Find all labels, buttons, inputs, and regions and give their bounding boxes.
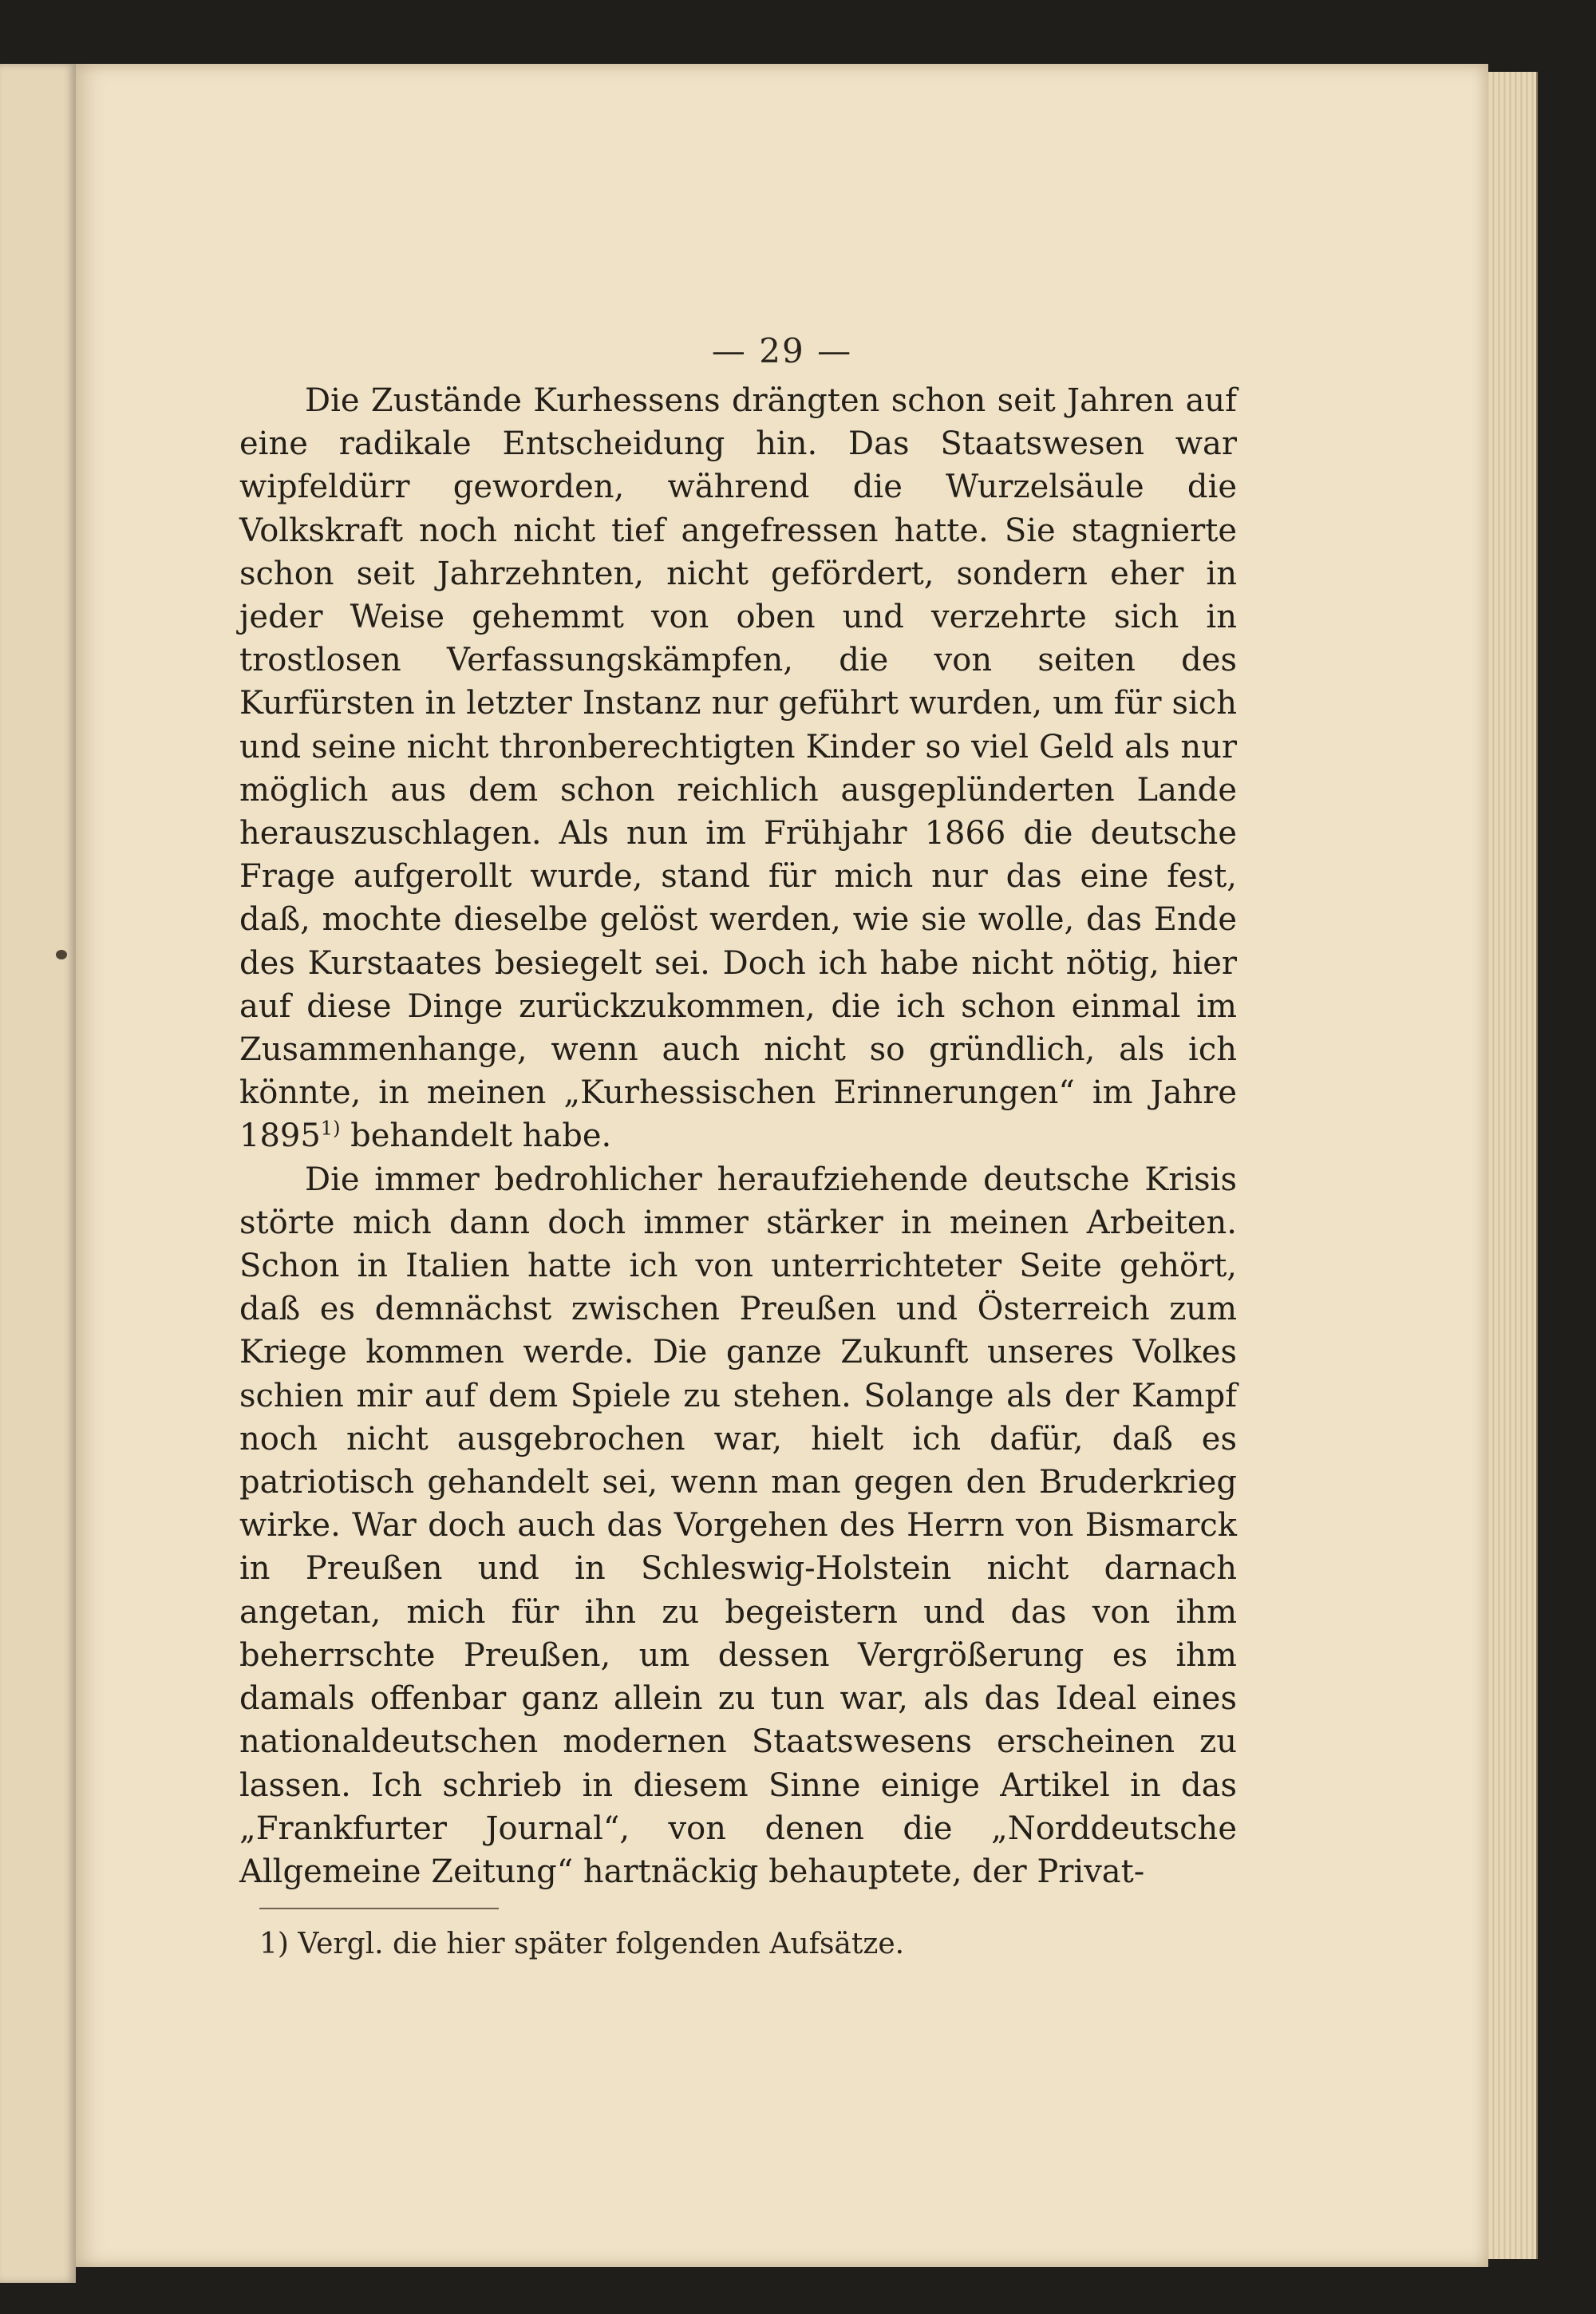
body-text [239, 379, 1237, 1893]
paragraph: Die immer bedrohlicher heraufziehende deutsche Krisis störte mich dann doch immer stärker in meinen Arbeiten. Schon in Italien hatte ich von unterrichteter Seite gehört, daß es demnächst zwischen Preußen und Österreich zum Kriege kommen werde. Die ganze Zukunft unseres Volkes schien mir auf dem Spiele zu stehen. Solange als der Kampf noch nicht ausgebrochen war, hielt ich dafür, daß es patriotisch gehandelt sei, wenn man gegen den Bruderkrieg wirke. War doch auch das Vorgehen des Herrn von Bismarck in Preußen und in Schleswig-Holstein nicht darnach angetan, mich für ihn zu begeistern und das von ihm beherrschte Preußen, um dessen Vergrößerung es ihm damals offenbar ganz allein zu tun war, als das Ideal eines nationaldeutschen modernen Staatswesens erscheinen zu lassen. Ich schrieb in diesem Sinne einige Artikel in das „Frankfurter Journal“, von denen die „Norddeutsche Allgemeine Zeitung“ hartnäckig behauptete, der Privat- [239, 1161, 1237, 1890]
paragraph [239, 379, 1237, 1158]
book-page [76, 64, 1488, 2267]
left-page-edge [0, 64, 76, 2283]
paragraph-text-end: behandelt habe. [340, 1117, 612, 1155]
footnote: 1) Vergl. die hier später folgenden Aufsätze. [259, 1928, 905, 1960]
footnote-reference: 1) [320, 1117, 341, 1141]
paragraph-text: Die Zustände Kurhessens drängten schon seit Jahren auf eine radikale Entscheidung hin. Das Staatswesen war wipfeldürr geworden, während die Wurzelsäule die Volkskraft noch nicht tief angefressen hatte. Sie stagnierte schon seit Jahrzehnten, nicht gefördert, sondern eher in jeder Weise gehemmt von oben und verzehrte sich in trostlosen Verfassungskämpfen, die von seiten des Kurfürsten in letzter Instanz nur geführt wurden, um für sich und seine nicht thronberechtigten Kinder so viel Geld als nur möglich aus dem schon reichlich ausgeplünderten Lande herauszuschlagen. Als nun im Frühjahr 1866 die deutsche Frage aufgerollt wurde, stand für mich nur das eine fest, daß, mochte dieselbe gelöst werden, wie sie wolle, das Ende des Kurstaates besiegelt sei. Doch ich habe nicht nötig, hier auf diese Dinge zurückzukommen, die ich schon einmal im Zusammenhange, wenn auch nicht so gründlich, als ich könnte, in meinen „Kurhessischen Erinnerungen“ im Jahre 1895 [239, 382, 1237, 1155]
paper-speck [56, 950, 67, 959]
footnote-divider [259, 1908, 499, 1909]
page-number: — 29 — [711, 331, 853, 370]
